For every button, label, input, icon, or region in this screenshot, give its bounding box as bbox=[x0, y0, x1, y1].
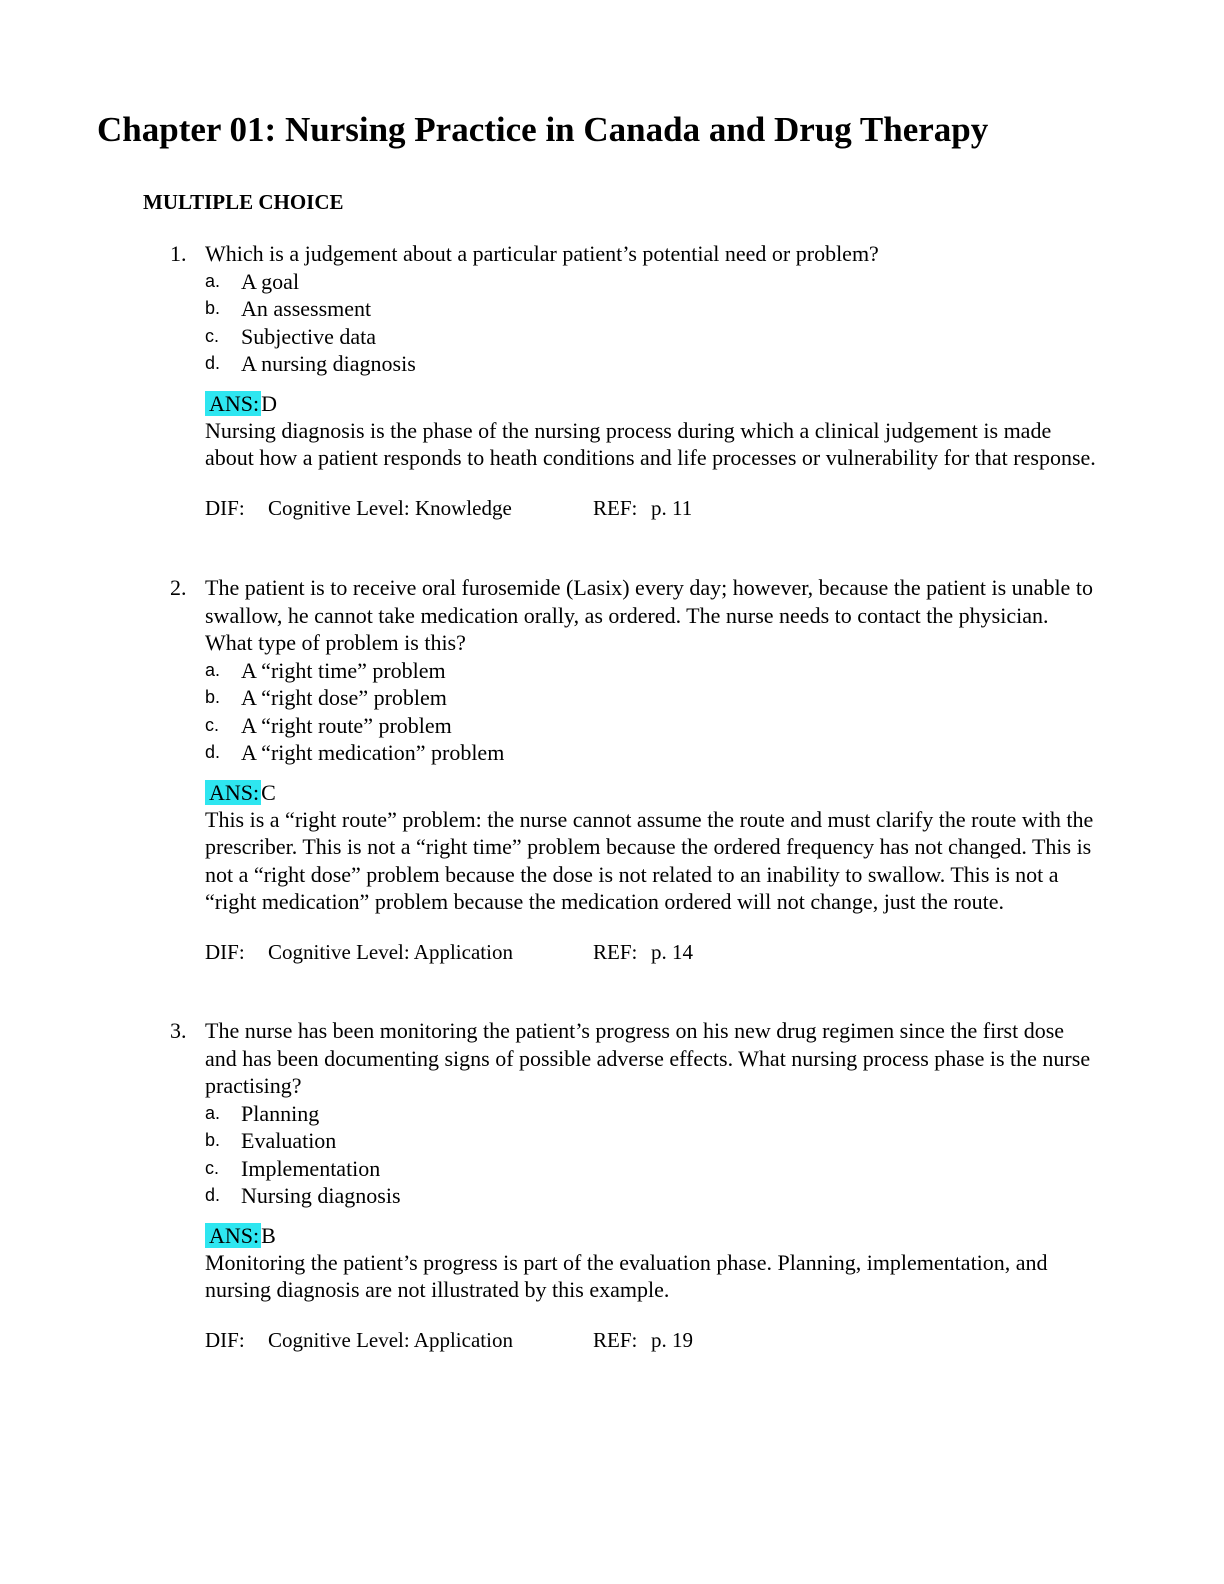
question-stem bbox=[170, 240, 1100, 268]
choice-text: Evaluation bbox=[241, 1128, 337, 1153]
metadata-row bbox=[205, 939, 1100, 966]
choice-letter: c. bbox=[205, 325, 220, 346]
section-heading: MULTIPLE CHOICE bbox=[143, 190, 344, 214]
answer-line bbox=[205, 1222, 1100, 1249]
question-text: The patient is to receive oral furosemide (Lasix) every day; however, because the patient is unable to swallow, he cannot take medication orally, as ordered. The nurse needs to contact the physician. What type of problem is this? bbox=[205, 575, 1093, 655]
choice-letter: d. bbox=[205, 353, 221, 373]
question-1 bbox=[170, 240, 1100, 522]
choice-letter: b. bbox=[205, 298, 221, 318]
choice-a bbox=[205, 1100, 1100, 1128]
choice-letter: c. bbox=[205, 714, 220, 735]
choice-text: Subjective data bbox=[241, 323, 377, 349]
rationale: This is a “right route” problem: the nurse cannot assume the route and must clarify the route with the prescriber. This is not a “right time” problem because the ordered frequency has not changed. This is not a “right dose” problem because the dose is not related to an inability to swallow. This is not a “right medication” problem because the medication ordered will not change, just the route. bbox=[205, 806, 1094, 914]
choice-b bbox=[205, 295, 1100, 323]
choice-letter: d. bbox=[205, 1185, 221, 1205]
choice-text: A “right route” problem bbox=[241, 712, 452, 738]
question-number: 3. bbox=[170, 1018, 187, 1043]
question-text: The nurse has been monitoring the patient’s progress on his new drug regimen since the first dose and has been documenting signs of possible adverse effects. What nursing process phase is the nurse practising? bbox=[205, 1018, 1091, 1098]
dif-label: DIF: bbox=[205, 495, 245, 520]
choice-c bbox=[205, 712, 1100, 740]
choice-letter: a. bbox=[205, 659, 221, 680]
choice-a bbox=[205, 657, 1100, 685]
choice-text: Planning bbox=[241, 1100, 320, 1126]
choice-list bbox=[170, 1100, 1100, 1210]
choice-list bbox=[170, 657, 1100, 767]
metadata-row bbox=[205, 1327, 1100, 1354]
choice-text: A “right time” problem bbox=[241, 657, 446, 683]
choice-b bbox=[205, 684, 1100, 712]
ref-label: REF: bbox=[593, 939, 638, 964]
dif-label: DIF: bbox=[205, 939, 245, 964]
answer-line bbox=[205, 779, 1100, 806]
dif-value: Cognitive Level: Application bbox=[268, 1327, 513, 1352]
question-text: Which is a judgement about a particular patient’s potential need or problem? bbox=[205, 241, 879, 266]
question-2 bbox=[170, 574, 1100, 966]
answer-line bbox=[205, 390, 1100, 417]
answer-label: ANS: bbox=[205, 780, 261, 805]
choice-a bbox=[205, 268, 1100, 296]
choice-text: A “right medication” problem bbox=[241, 740, 505, 765]
choice-text: A “right dose” problem bbox=[241, 685, 447, 710]
choice-text: An assessment bbox=[241, 296, 372, 321]
choice-text: A goal bbox=[241, 268, 300, 294]
ref-value: p. 14 bbox=[651, 939, 693, 964]
question-number: 1. bbox=[170, 241, 187, 266]
answer-label: ANS: bbox=[205, 1223, 261, 1248]
choice-letter: d. bbox=[205, 742, 221, 762]
choice-letter: a. bbox=[205, 270, 221, 291]
choice-letter: a. bbox=[205, 1102, 221, 1123]
dif-label: DIF: bbox=[205, 1327, 245, 1352]
question-stem bbox=[170, 1017, 1100, 1100]
choice-letter: b. bbox=[205, 687, 221, 707]
choice-letter: c. bbox=[205, 1157, 220, 1178]
choice-d bbox=[205, 739, 1100, 767]
choice-letter: b. bbox=[205, 1130, 221, 1150]
answer-value: C bbox=[261, 779, 276, 805]
choice-d bbox=[205, 1182, 1100, 1210]
choice-c bbox=[205, 1155, 1100, 1183]
choice-b bbox=[205, 1127, 1100, 1155]
answer-value: B bbox=[261, 1222, 276, 1248]
choice-d bbox=[205, 350, 1100, 378]
choice-list bbox=[170, 268, 1100, 378]
question-3 bbox=[170, 1017, 1100, 1354]
metadata-row bbox=[205, 495, 1100, 522]
question-number: 2. bbox=[170, 575, 187, 600]
choice-c bbox=[205, 323, 1100, 351]
dif-value: Cognitive Level: Knowledge bbox=[268, 495, 512, 520]
dif-value: Cognitive Level: Application bbox=[268, 939, 513, 964]
choice-text: Nursing diagnosis bbox=[241, 1183, 401, 1208]
question-stem bbox=[170, 574, 1100, 657]
ref-label: REF: bbox=[593, 1327, 638, 1352]
answer-value: D bbox=[261, 390, 278, 416]
chapter-title: Chapter 01: Nursing Practice in Canada and Drug Therapy bbox=[97, 110, 989, 149]
choice-text: Implementation bbox=[241, 1155, 381, 1181]
choice-text: A nursing diagnosis bbox=[241, 351, 416, 376]
answer-label: ANS: bbox=[205, 391, 261, 416]
rationale: Nursing diagnosis is the phase of the nursing process during which a clinical judgement is made about how a patient responds to heath conditions and life processes or vulnerability for that response. bbox=[205, 417, 1096, 470]
ref-value: p. 19 bbox=[651, 1327, 693, 1352]
ref-label: REF: bbox=[593, 495, 638, 520]
rationale: Monitoring the patient’s progress is part of the evaluation phase. Planning, implementation, and nursing diagnosis are not illustrated by this example. bbox=[205, 1249, 1048, 1302]
ref-value: p. 11 bbox=[651, 495, 693, 520]
